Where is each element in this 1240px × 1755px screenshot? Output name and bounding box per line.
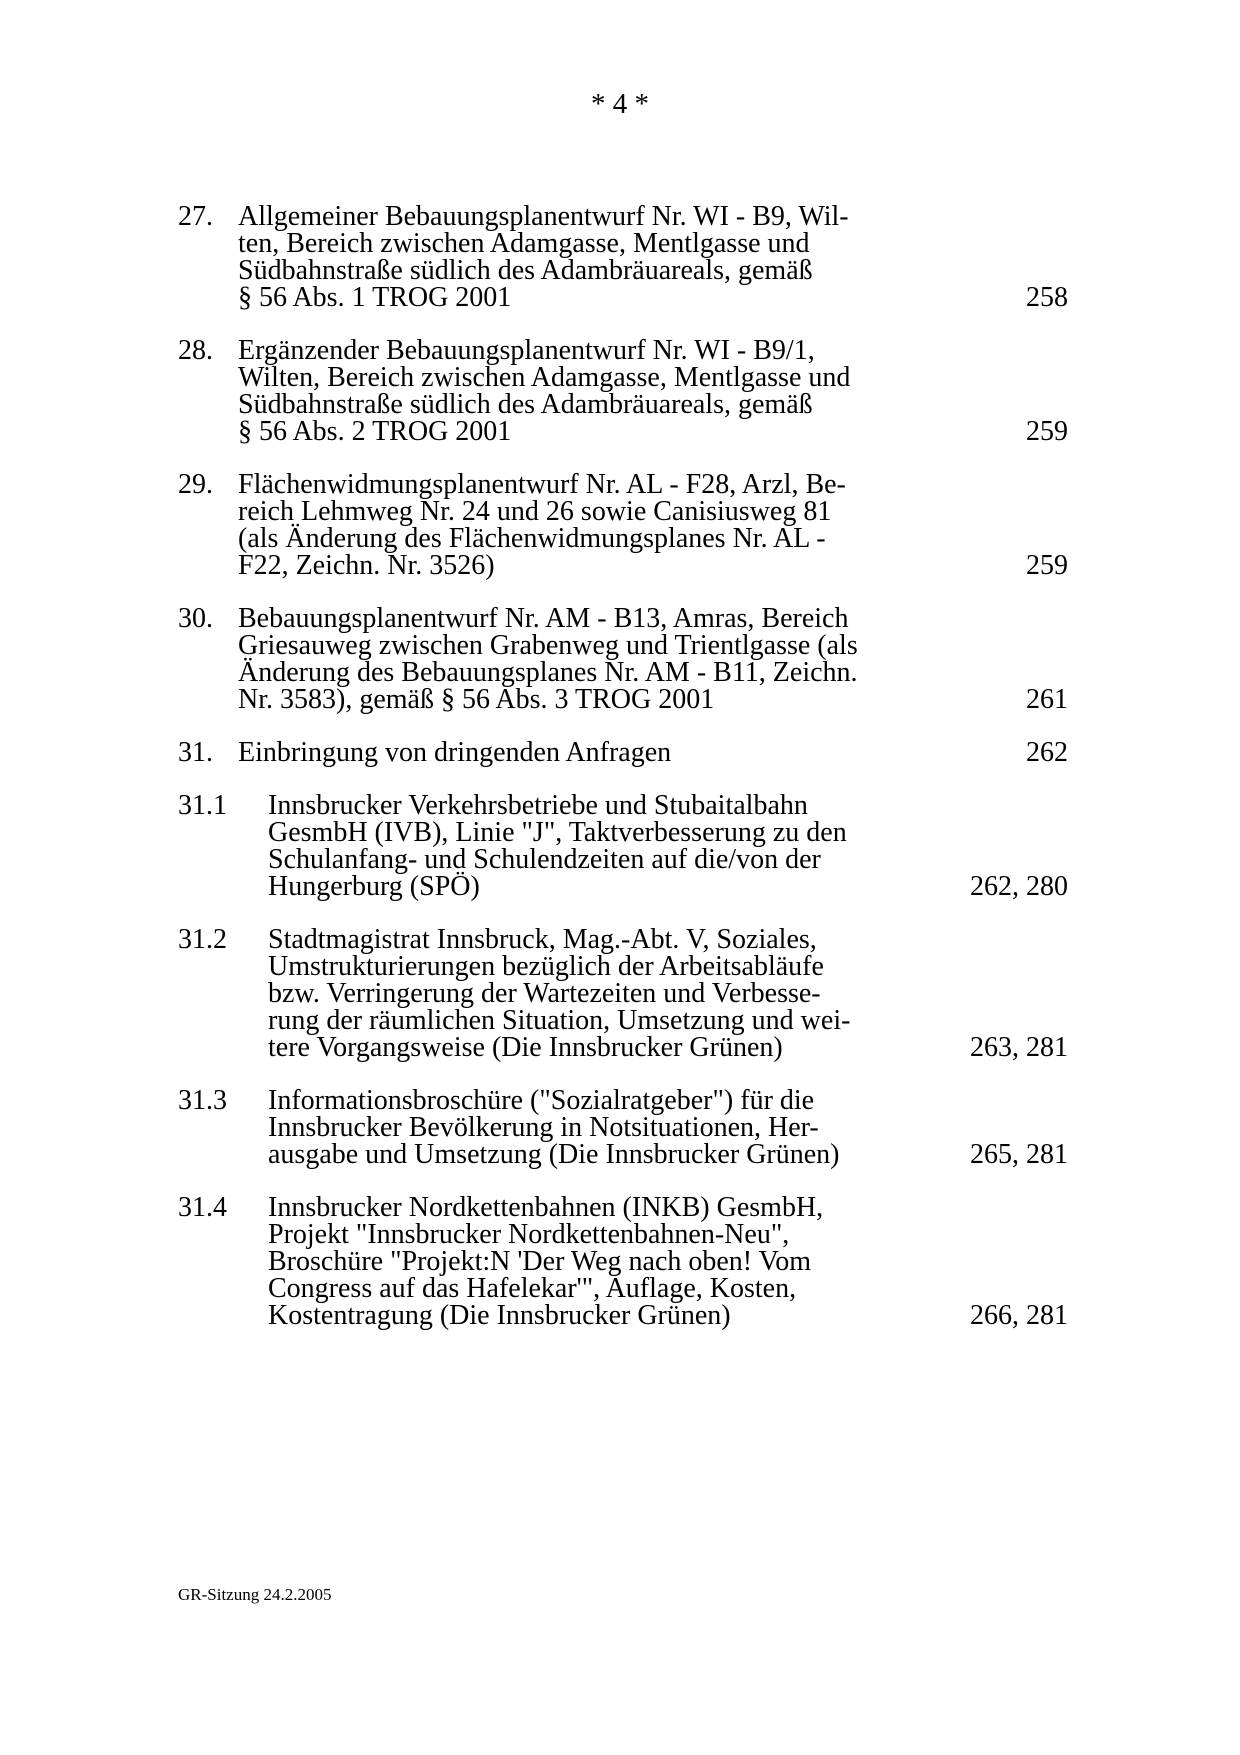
entry-title-line: Griesauweg zwischen Grabenweg und Trientlgasse (als (238, 630, 858, 661)
entry-number: 31.3 (178, 1085, 227, 1116)
entry-page-number: 259 (1026, 416, 1068, 447)
entry-title-line: Südbahnstraße südlich des Adambräuareals, gemäß (238, 255, 813, 286)
entry-page-number: 265, 281 (970, 1139, 1068, 1170)
entry-page-number: 262, 280 (970, 871, 1068, 902)
entry-title-line: Congress auf das Hafelekar'", Auflage, Kosten, (268, 1273, 797, 1304)
entry-title-line: Wilten, Bereich zwischen Adamgasse, Mentlgasse und (238, 362, 851, 393)
entry-number: 31.2 (178, 924, 227, 955)
entry-title-line: F22, Zeichn. Nr. 3526) (238, 550, 495, 581)
entry-page-number: 258 (1026, 282, 1068, 313)
page-number: * 4 * (591, 88, 649, 120)
entry-title-line: Kostentragung (Die Innsbrucker Grünen) (268, 1300, 731, 1331)
entry-page-number: 261 (1026, 684, 1068, 715)
entry-number: 28. (178, 335, 213, 366)
entry-title (268, 1087, 898, 1168)
toc-entry-31 (178, 739, 1068, 766)
entry-title-line: bzw. Verringerung der Wartezeiten und Verbesse- (268, 978, 821, 1009)
toc-subentry-31-3 (178, 1087, 1068, 1168)
entry-title (238, 203, 898, 311)
entry-title-line: Allgemeiner Bebauungsplanentwurf Nr. WI - B9, Wil- (238, 201, 849, 232)
entry-title-line: Umstrukturierungen bezüglich der Arbeitsabläufe (268, 951, 824, 982)
entry-number: 31.4 (178, 1192, 227, 1223)
entry-title-line: rung der räumlichen Situation, Umsetzung und wei- (268, 1005, 851, 1036)
entry-title-line: Projekt "Innsbrucker Nordkettenbahnen-Neu", (268, 1219, 790, 1250)
entry-number: 31. (178, 737, 213, 768)
entry-title-line: Innsbrucker Nordkettenbahnen (INKB) GesmbH, (268, 1192, 824, 1223)
toc-entry-27 (178, 203, 1068, 311)
entry-page-number: 263, 281 (970, 1032, 1068, 1063)
entry-title-line: Stadtmagistrat Innsbruck, Mag.-Abt. V, Soziales, (268, 924, 817, 955)
entry-title-line: Innsbrucker Bevölkerung in Notsituationen, Her- (268, 1112, 819, 1143)
entry-number: 29. (178, 469, 213, 500)
table-of-contents (178, 203, 1068, 1329)
entry-title (238, 337, 898, 445)
entry-title-line: Ergänzender Bebauungsplanentwurf Nr. WI - B9/1, (238, 335, 815, 366)
entry-title (268, 792, 898, 900)
entry-number: 31.1 (178, 790, 227, 821)
entry-title-line: Schulanfang- und Schulendzeiten auf die/von der (268, 844, 821, 875)
toc-entry-30 (178, 605, 1068, 713)
entry-title (238, 471, 898, 579)
entry-title (268, 1194, 898, 1329)
entry-title-line: § 56 Abs. 2 TROG 2001 (238, 416, 512, 447)
entry-title-line: Flächenwidmungsplanentwurf Nr. AL - F28, Arzl, Be- (238, 469, 846, 500)
entry-title-line: ausgabe und Umsetzung (Die Innsbrucker Grünen) (268, 1139, 840, 1170)
entry-title-line: Änderung des Bebauungsplanes Nr. AM - B11, Zeichn. (238, 657, 858, 688)
toc-subentry-31-1 (178, 792, 1068, 900)
toc-entry-29 (178, 471, 1068, 579)
entry-title-line: (als Änderung des Flächenwidmungsplanes Nr. AL - (238, 523, 826, 554)
entry-page-number: 266, 281 (970, 1300, 1068, 1331)
entry-title-line: reich Lehmweg Nr. 24 und 26 sowie Canisiusweg 81 (238, 496, 832, 527)
entry-title-line: Südbahnstraße südlich des Adambräuareals, gemäß (238, 389, 813, 420)
entry-title-line: Innsbrucker Verkehrsbetriebe und Stubaitalbahn (268, 790, 808, 821)
entry-title (238, 605, 898, 713)
entry-title-line: Bebauungsplanentwurf Nr. AM - B13, Amras, Bereich (238, 603, 849, 634)
toc-subentry-31-4 (178, 1194, 1068, 1329)
entry-title-line: Einbringung von dringenden Anfragen (238, 737, 672, 768)
entry-page-number: 259 (1026, 550, 1068, 581)
footer-session-date: GR-Sitzung 24.2.2005 (178, 1585, 332, 1604)
entry-title-line: Hungerburg (SPÖ) (268, 871, 480, 902)
entry-title-line: Nr. 3583), gemäß § 56 Abs. 3 TROG 2001 (238, 684, 715, 715)
entry-page-number: 262 (1026, 737, 1068, 768)
entry-title-line: ten, Bereich zwischen Adamgasse, Mentlgasse und (238, 228, 810, 259)
toc-entry-28 (178, 337, 1068, 445)
entry-title-line: Informationsbroschüre ("Sozialratgeber") für die (268, 1085, 815, 1116)
entry-title-line: Broschüre "Projekt:N 'Der Weg nach oben! Vom (268, 1246, 812, 1277)
toc-subentry-31-2 (178, 926, 1068, 1061)
entry-title-line: tere Vorgangsweise (Die Innsbrucker Grünen) (268, 1032, 783, 1063)
entry-title (238, 739, 898, 766)
entry-title-line: GesmbH (IVB), Linie "J", Taktverbesserung zu den (268, 817, 847, 848)
entry-title-line: § 56 Abs. 1 TROG 2001 (238, 282, 512, 313)
entry-number: 30. (178, 603, 213, 634)
entry-number: 27. (178, 201, 213, 232)
entry-title (268, 926, 898, 1061)
